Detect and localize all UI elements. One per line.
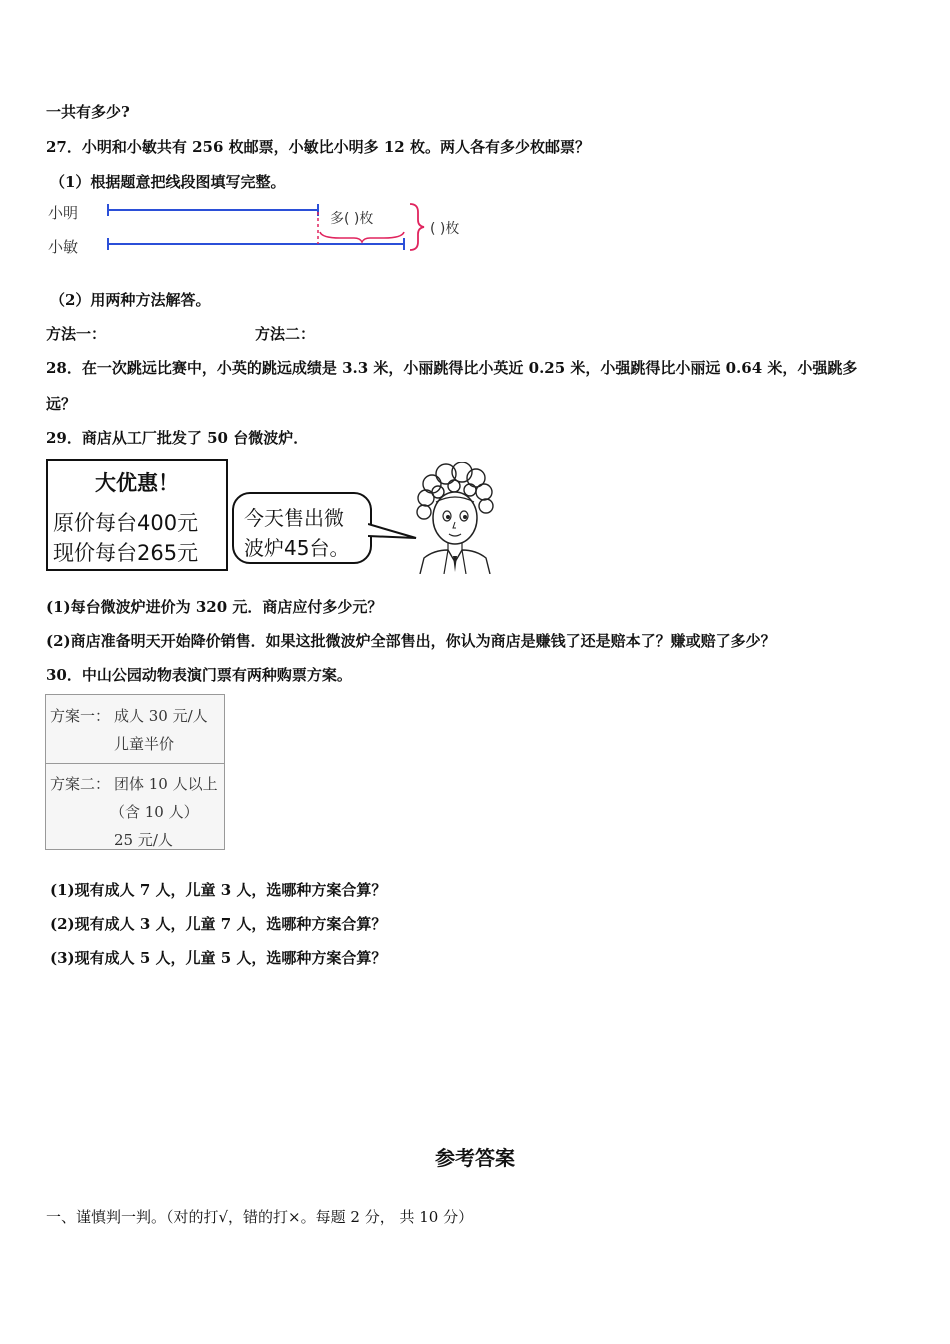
bubble-line-2: 波炉45台。 <box>244 536 350 560</box>
question-30-sub2: (2)现有成人 3 人，儿童 7 人，选哪种方案合算？ <box>50 915 387 933</box>
promo-original-price: 原价每台400元 <box>53 511 199 535</box>
question-30-sub3: (3)现有成人 5 人，儿童 5 人，选哪种方案合算？ <box>50 949 387 967</box>
plan1-label: 方案一： <box>50 707 111 725</box>
person-illustration <box>410 462 500 574</box>
segment-diagram <box>46 198 516 264</box>
question-29: 29．商店从工厂批发了 50 台微波炉． <box>46 429 309 447</box>
plans-divider <box>46 763 224 764</box>
question-30-sub1: (1)现有成人 7 人，儿童 3 人，选哪种方案合算？ <box>50 881 387 899</box>
question-28: 28．在一次跳远比赛中，小英的跳远成绩是 3.3 米，小丽跳得比小英近 0.25 米，小强跳得比小丽远 0.64 米，小强跳多 <box>46 359 858 377</box>
plan2-line1: 团体 10 人以上 <box>114 775 218 793</box>
question-27-sub1: （1）根据题意把线段图填写完整。 <box>50 173 286 191</box>
question-29-sub1: (1)每台微波炉进价为 320 元．商店应付多少元？ <box>46 598 383 616</box>
total-annotation: ( )枚 <box>430 221 460 237</box>
methods-row <box>46 324 316 344</box>
plan1-line1: 成人 30 元/人 <box>114 707 208 725</box>
speech-bubble <box>232 492 372 564</box>
label-xiaoming: 小明 <box>48 204 79 222</box>
bubble-line-1: 今天售出微 <box>244 506 344 530</box>
plan2-line2: （含 10 人） <box>110 803 199 821</box>
promo-board <box>46 459 228 571</box>
question-27: 27．小明和小敏共有 256 枚邮票，小敏比小明多 12 枚。两人各有多少枚邮票？ <box>46 138 590 156</box>
more-annotation: 多( )枚 <box>330 211 374 227</box>
answers-section-1: 一、谨慎判一判。（对的打√，错的打×。每题 2 分， 共 10 分） <box>46 1208 474 1226</box>
plan2-label: 方案二： <box>50 775 111 793</box>
promo-title: 大优惠！ <box>95 471 179 495</box>
label-xiaomin: 小敏 <box>48 238 79 256</box>
answers-title: 参考答案 <box>435 1146 515 1170</box>
question-28-cont: 远？ <box>46 395 77 413</box>
method-two: 方法二： <box>255 325 316 343</box>
plan2-line3: 25 元/人 <box>114 831 173 849</box>
promo-current-price: 现价每台265元 <box>53 541 199 565</box>
question-30: 30．中山公园动物表演门票有两种购票方案。 <box>46 666 352 684</box>
question-29-sub2: (2)商店准备明天开始降价销售．如果这批微波炉全部售出，你认为商店是赚钱了还是赔本了？赚或赔了多少？ <box>46 632 776 650</box>
ticket-plans-table <box>45 694 225 850</box>
plan1-line2: 儿童半价 <box>114 735 175 753</box>
question-27-sub2: （2）用两种方法解答。 <box>50 291 211 309</box>
question-tail: 一共有多少? <box>46 103 130 121</box>
method-one: 方法一： <box>46 325 107 343</box>
